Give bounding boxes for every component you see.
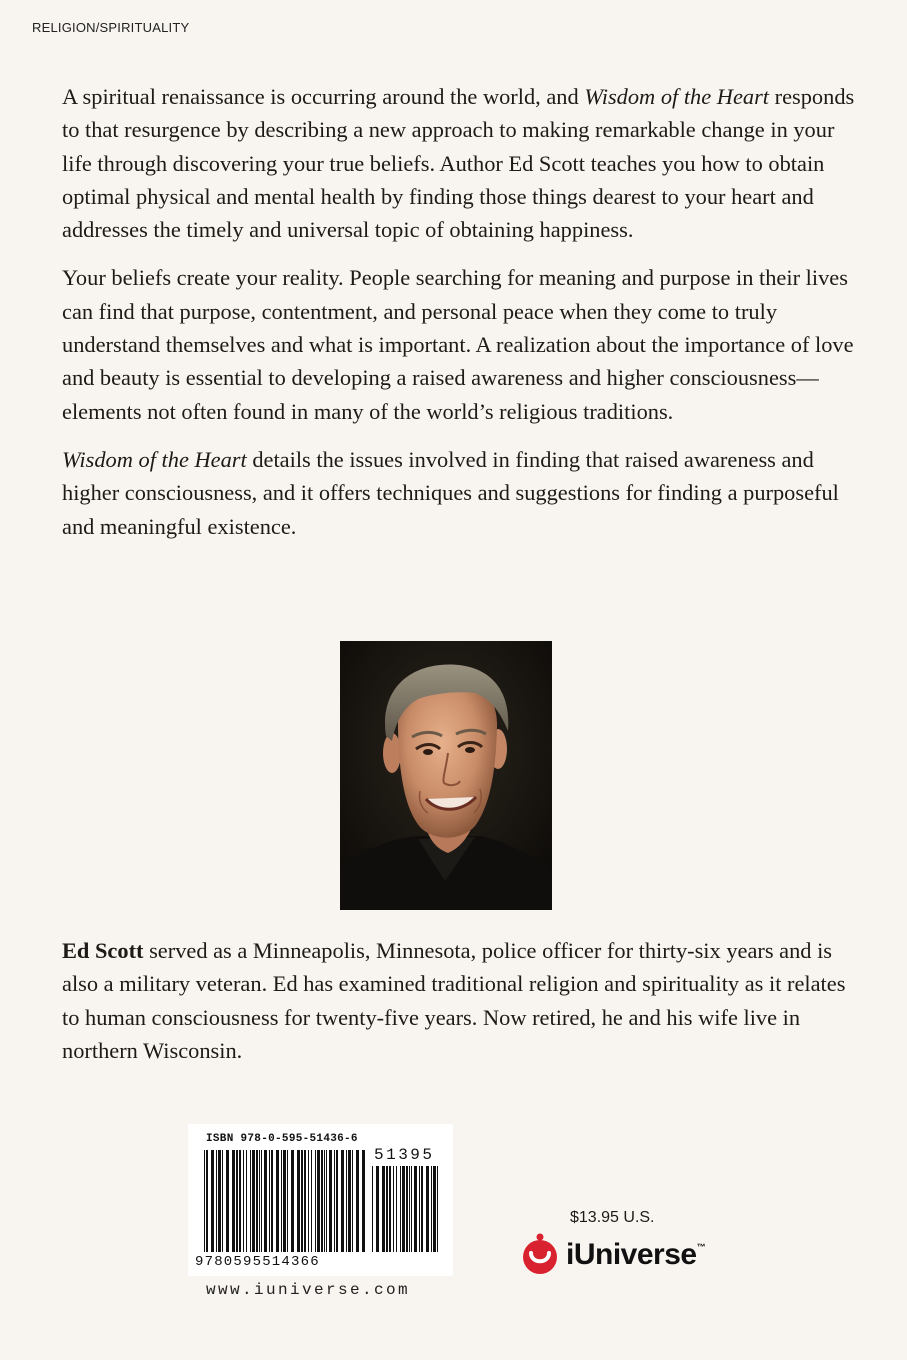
price-code: 51395 [374, 1146, 435, 1164]
category-label: RELIGION/SPIRITUALITY [32, 20, 190, 35]
isbn-barcode [188, 1124, 453, 1276]
barcode-bar [301, 1150, 303, 1252]
description-paragraph-3 [62, 443, 862, 543]
barcode-bar [252, 1150, 255, 1252]
barcode-bar [356, 1150, 359, 1252]
barcode-bar [419, 1166, 420, 1252]
barcode-bar [382, 1166, 385, 1252]
barcode-bar [315, 1150, 316, 1252]
barcode-bar [287, 1150, 288, 1252]
barcode-bar [297, 1150, 300, 1252]
barcode-bar [218, 1150, 221, 1252]
barcode-bar [406, 1166, 408, 1252]
book-title-italic: Wisdom of the Heart [584, 84, 770, 109]
barcode-bar [321, 1150, 323, 1252]
barcode-bar [204, 1150, 205, 1252]
barcode-bar [239, 1150, 241, 1252]
author-bio [62, 934, 862, 1067]
barcode-bar [206, 1150, 208, 1252]
description-text: A spiritual renaissance is occurring around the world, and [62, 84, 585, 109]
barcode-bar [437, 1166, 438, 1252]
barcode-bar [324, 1150, 325, 1252]
barcode-bar [232, 1150, 235, 1252]
barcode-bar [308, 1150, 309, 1252]
barcode-bar [386, 1166, 388, 1252]
barcode-bar [269, 1150, 270, 1252]
barcode-bar [304, 1150, 306, 1252]
bio-paragraph [62, 934, 862, 1067]
barcode-bar [211, 1150, 214, 1252]
ean-number: 9780595514366 [195, 1254, 320, 1270]
barcode-bar [372, 1166, 373, 1252]
barcode-bar [393, 1166, 394, 1252]
description-paragraph-2: Your beliefs create your reality. People searching for meaning and purpose in their lives can find that purpose, contentment, and personal peace when they come to truly understand themselves and what is important. A realization about the importance of love and beauty is essential to developing a raised awareness and higher consciousness—elements not often found in many of the world’s religious traditions. [62, 265, 854, 424]
barcode-bar [236, 1150, 238, 1252]
barcode-bar [376, 1166, 379, 1252]
barcode-bar [259, 1150, 260, 1252]
isbn-number: ISBN 978-0-595-51436-6 [206, 1133, 358, 1145]
barcode-bar [329, 1150, 332, 1252]
barcode-bar [317, 1150, 320, 1252]
barcode-bar [271, 1150, 273, 1252]
description-text: details the issues involved in finding that raised awareness and higher consciousness, and it offers techniques and suggestions for finding a purposeful and meaningful existence. [62, 446, 839, 539]
barcode-bar [243, 1150, 244, 1252]
author-portrait-image [340, 641, 552, 910]
barcode-bar [276, 1150, 279, 1252]
barcode-bar [346, 1150, 347, 1252]
barcode-bar [261, 1150, 262, 1252]
barcode-bar [433, 1166, 436, 1252]
barcode-bar [216, 1150, 217, 1252]
barcode-bar [348, 1150, 351, 1252]
barcode-bar [246, 1150, 247, 1252]
iuniverse-logo-icon [520, 1233, 560, 1277]
barcode-bar [341, 1150, 344, 1252]
barcode-bar [402, 1166, 405, 1252]
barcode-bar [389, 1166, 391, 1252]
description-text: responds to that resurgence by describing a new approach to making remarkable change in your life through discovering your true beliefs. Author Ed Scott teaches you how to obtain optimal physical and mental health by finding those things dearest to your heart and addresses the timely and universal topic of obtaining happiness. [62, 84, 855, 243]
barcode-bar [291, 1150, 294, 1252]
barcode-bar [414, 1166, 417, 1252]
author-photo [340, 641, 552, 910]
barcode-bar [426, 1166, 429, 1252]
author-name: Ed Scott [62, 938, 144, 963]
barcode-bar [411, 1166, 412, 1252]
barcode-bar [352, 1150, 353, 1252]
barcode-bar [431, 1166, 432, 1252]
barcode-bar [421, 1166, 423, 1252]
bio-text: served as a Minneapolis, Minnesota, police officer for thirty-six years and is also a military veteran. Ed has examined traditional religion and spirituality as it relates to human consciousness for twenty-five years. Now retired, he and his wife live in northern Wisconsin. [62, 938, 846, 1063]
book-title-italic: Wisdom of the Heart [62, 446, 247, 472]
barcode-bar [283, 1150, 286, 1252]
publisher-website: www.iuniverse.com [206, 1281, 411, 1299]
barcode-bar [400, 1166, 401, 1252]
publisher-logo [520, 1230, 705, 1280]
trademark-symbol: ™ [696, 1242, 706, 1252]
publisher-name-text: iUniverse [566, 1238, 697, 1271]
barcode-bar [334, 1150, 335, 1252]
barcode-bar [396, 1166, 397, 1252]
barcode-bar [336, 1150, 338, 1252]
barcode-bar [264, 1150, 267, 1252]
book-description [62, 80, 862, 543]
price: $13.95 U.S. [570, 1209, 655, 1226]
barcode-bar [409, 1166, 410, 1252]
barcode-bar [281, 1150, 282, 1252]
barcode-bar [311, 1150, 312, 1252]
barcode-bar [250, 1150, 251, 1252]
barcode-bar [222, 1150, 223, 1252]
description-paragraph-1 [62, 80, 862, 246]
barcode-bar [256, 1150, 258, 1252]
publisher-name [566, 1238, 705, 1272]
barcode-bar [326, 1150, 327, 1252]
barcode-bar [362, 1150, 365, 1252]
barcode-bar [226, 1150, 229, 1252]
